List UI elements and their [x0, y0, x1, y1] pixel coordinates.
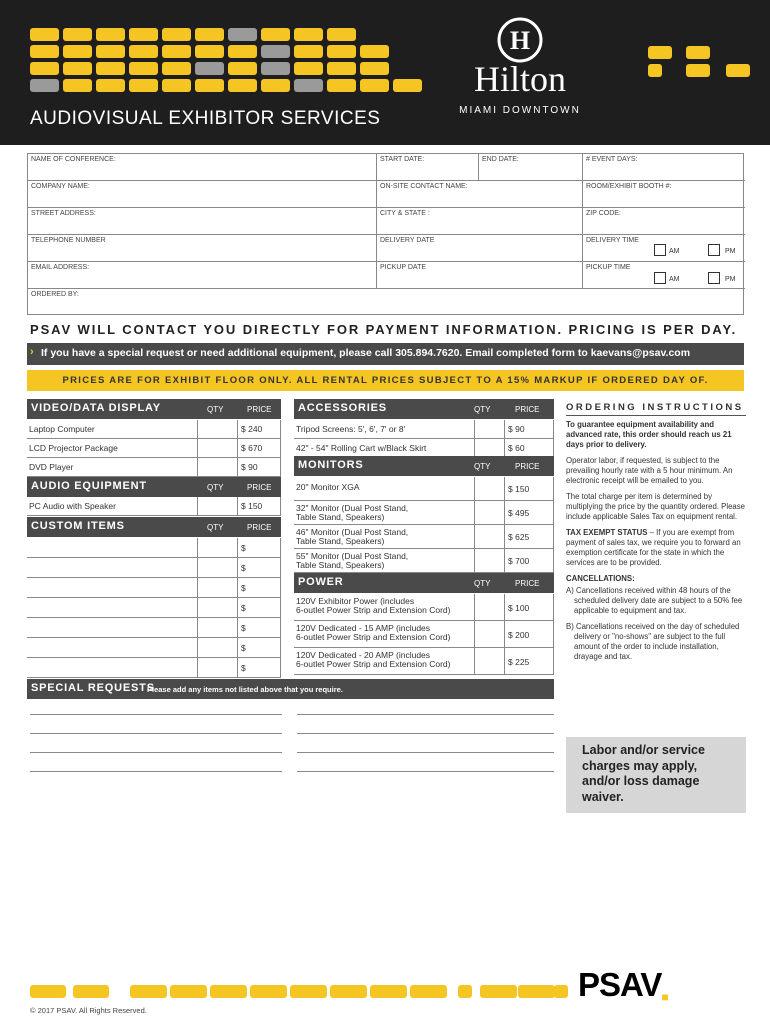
qty-header: QTY: [474, 462, 491, 471]
price-cell: [237, 420, 281, 439]
zip-field[interactable]: [583, 208, 745, 235]
start-date-label: START DATE:: [380, 156, 425, 163]
qty-input[interactable]: [474, 621, 504, 648]
custom-item-row: [27, 598, 281, 618]
pickup-am-label: AM: [669, 276, 680, 283]
power-section-title: POWER: [298, 576, 344, 588]
header-banner: [0, 0, 770, 145]
qty-header: QTY: [207, 483, 224, 492]
special-request-input[interactable]: [297, 752, 554, 753]
city-state-field[interactable]: [377, 208, 583, 235]
contact-info-form: [27, 153, 744, 315]
delivery-date-label: DELIVERY DATE: [380, 237, 435, 244]
decorative-square: [250, 985, 287, 998]
payment-notice: PSAV WILL CONTACT YOU DIRECTLY FOR PAYMENT INFORMATION. PRICING IS PER DAY.: [30, 322, 738, 337]
decorative-square: [228, 45, 257, 58]
video-section-title: VIDEO/DATA DISPLAY: [31, 402, 161, 414]
item-name: Laptop Computer: [29, 424, 95, 434]
custom-item-name-input[interactable]: [27, 598, 197, 618]
price-input[interactable]: [237, 558, 281, 578]
table-row: [294, 477, 554, 501]
decorative-square: [686, 64, 710, 77]
decorative-square: [228, 28, 257, 41]
street-field[interactable]: [28, 208, 377, 235]
decorative-square: [195, 79, 224, 92]
item-name-line-2: Table Stand, Speakers): [296, 560, 385, 570]
special-request-input[interactable]: [30, 752, 282, 753]
item-name-line-1: 20" Monitor XGA: [296, 482, 360, 492]
event-days-field[interactable]: [583, 154, 745, 181]
decorative-square: [170, 985, 207, 998]
hilton-location: MIAMI DOWNTOWN: [459, 105, 581, 116]
qty-input[interactable]: [197, 578, 237, 598]
decorative-square: [30, 62, 59, 75]
price-header: PRICE: [515, 462, 540, 471]
table-row: [27, 458, 281, 477]
decorative-square: [162, 62, 191, 75]
monitors-section-header: [294, 456, 554, 476]
item-price: $ 670: [241, 443, 263, 453]
price-header: PRICE: [247, 483, 272, 492]
accessories-section-header: [294, 399, 554, 419]
price-header: PRICE: [247, 405, 272, 414]
power-section-header: [294, 573, 554, 593]
special-request-bar: [27, 343, 744, 365]
decorative-square: [410, 985, 447, 998]
decorative-square: [63, 62, 92, 75]
table-row: [294, 501, 554, 525]
psav-wordmark: PSAV: [578, 966, 662, 1003]
custom-section-header: [27, 517, 281, 537]
decorative-square: [261, 28, 290, 41]
decorative-square: [162, 45, 191, 58]
decorative-square: [370, 985, 407, 998]
qty-input[interactable]: [474, 420, 504, 439]
qty-input[interactable]: [197, 598, 237, 618]
item-name: [296, 624, 451, 642]
end-date-field[interactable]: [479, 154, 583, 181]
qty-input[interactable]: [197, 658, 237, 678]
price-input[interactable]: [237, 538, 281, 558]
decorative-square: [360, 62, 389, 75]
company-label: COMPANY NAME:: [31, 183, 90, 190]
item-name-line-2: 6-outlet Power Strip and Extension Cord): [296, 605, 451, 615]
price-input[interactable]: [237, 598, 281, 618]
svg-text:H: H: [509, 26, 531, 55]
ordering-p3: The total charge per item is determined by multiplying the price by the quantity ordered. Please include applicable Sales Tax on equipment rental.: [566, 492, 745, 521]
cancellation-b: B) Cancellations received on the day of scheduled delivery or "no-shows" are subject to the full amount of the order to include installation, drayage and tax.: [566, 622, 740, 661]
ordered-by-field[interactable]: [28, 289, 745, 316]
custom-item-row: [27, 578, 281, 598]
decorative-square: [261, 79, 290, 92]
onsite-contact-label: ON-SITE CONTACT NAME:: [380, 183, 468, 190]
audio-section-title: AUDIO EQUIPMENT: [31, 480, 147, 492]
item-name: Tripod Screens: 5', 6', 7' or 8': [296, 424, 406, 434]
hilton-wordmark: Hilton: [473, 59, 566, 99]
special-requests-note: Please add any items not listed above that you require.: [147, 685, 343, 694]
decorative-square: [294, 62, 323, 75]
qty-header: QTY: [474, 405, 491, 414]
special-request-input[interactable]: [30, 771, 282, 772]
cancellations-title: CANCELLATIONS:: [566, 574, 635, 583]
decorative-square: [130, 985, 167, 998]
table-row: [27, 439, 281, 458]
custom-item-row: [27, 638, 281, 658]
item-price: $ 240: [241, 424, 263, 434]
qty-input[interactable]: [197, 558, 237, 578]
item-price: $ 90: [241, 462, 258, 472]
decorative-square: [195, 28, 224, 41]
tax-exempt-text: – If you are exempt from payment of sales tax, we require you to forward an exemption certificate for the state in which the services are to be provided.: [566, 528, 741, 567]
price-symbol: $: [241, 643, 246, 653]
custom-item-row: [27, 538, 281, 558]
ordering-p2: Operator labor, if requested, is subject to the prevailing hourly rate with a 5 hour minimum. An electronic receipt will be emailed to you.: [566, 456, 733, 485]
table-row: [294, 549, 554, 573]
qty-input[interactable]: [474, 477, 504, 501]
qty-input[interactable]: [474, 549, 504, 573]
special-requests-header: [27, 679, 554, 699]
start-date-field[interactable]: [377, 154, 479, 181]
qty-header: QTY: [474, 579, 491, 588]
decorative-square: [30, 45, 59, 58]
decorative-square: [261, 62, 290, 75]
table-row: [294, 648, 554, 675]
decorative-square: [63, 79, 92, 92]
special-request-input[interactable]: [297, 733, 554, 734]
price-symbol: $: [241, 543, 246, 553]
qty-input[interactable]: [197, 638, 237, 658]
decorative-square: [129, 45, 158, 58]
decorative-square: [726, 64, 750, 77]
item-name-line-1: 120V Exhibitor Power (includes: [296, 596, 415, 606]
price-input[interactable]: [237, 578, 281, 598]
delivery-pm-checkbox[interactable]: [708, 244, 720, 256]
qty-input[interactable]: [197, 618, 237, 638]
item-name-line-1: 120V Dedicated - 20 AMP (includes: [296, 650, 431, 660]
table-row: [294, 525, 554, 549]
decorative-square: [648, 64, 662, 77]
decorative-square: [393, 79, 422, 92]
price-header: PRICE: [247, 523, 272, 532]
delivery-time-label: DELIVERY TIME: [586, 237, 639, 244]
special-request-input[interactable]: [30, 733, 282, 734]
decorative-square: [63, 45, 92, 58]
item-price: $ 200: [508, 629, 530, 640]
custom-item-name-input[interactable]: [27, 578, 197, 598]
psav-logo: [578, 966, 668, 1004]
price-symbol: $: [241, 603, 246, 613]
price-cell: [504, 549, 554, 573]
decorative-square: [129, 28, 158, 41]
price-cell: [504, 501, 554, 525]
qty-input[interactable]: [197, 458, 237, 477]
item-name: LCD Projector Package: [29, 443, 118, 453]
qty-input[interactable]: [474, 648, 504, 675]
custom-item-row: [27, 618, 281, 638]
decorative-square: [228, 62, 257, 75]
qty-input[interactable]: [474, 525, 504, 549]
decorative-square: [210, 985, 247, 998]
item-name-line-2: Table Stand, Speakers): [296, 512, 385, 522]
table-row: [27, 497, 281, 516]
price-cell: [237, 497, 281, 516]
onsite-contact-field[interactable]: [377, 181, 583, 208]
decorative-square: [73, 985, 109, 998]
item-price: $ 625: [508, 532, 530, 542]
decorative-square: [162, 79, 191, 92]
decorative-square: [294, 79, 323, 92]
decorative-square: [518, 985, 555, 998]
delivery-pm-label: PM: [725, 248, 736, 255]
monitors-section-title: MONITORS: [298, 459, 364, 471]
pickup-pm-checkbox[interactable]: [708, 272, 720, 284]
decorative-square: [290, 985, 327, 998]
decorative-square: [30, 28, 59, 41]
price-cell: [504, 525, 554, 549]
prices-note-bar: PRICES ARE FOR EXHIBIT FLOOR ONLY. ALL RENTAL PRICES SUBJECT TO A 15% MARKUP IF ORDERED DAY OF.: [27, 370, 744, 391]
table-row: [294, 420, 554, 439]
table-row: [294, 621, 554, 648]
item-name: [296, 504, 408, 522]
page-title: AUDIOVISUAL EXHIBITOR SERVICES: [30, 108, 381, 129]
item-name: 42" - 54" Rolling Cart w/Black Skirt: [296, 443, 427, 453]
booth-field[interactable]: [583, 181, 745, 208]
item-price: $ 700: [508, 556, 530, 566]
phone-field[interactable]: [28, 235, 377, 262]
decorative-square: [327, 62, 356, 75]
item-name-line-1: 120V Dedicated - 15 AMP (includes: [296, 623, 431, 633]
item-name: PC Audio with Speaker: [29, 501, 116, 511]
labor-line-2: charges may apply,: [582, 758, 698, 773]
pickup-date-label: PICKUP DATE: [380, 264, 427, 271]
item-price: $ 150: [241, 501, 263, 511]
item-name: [296, 597, 451, 615]
custom-item-name-input[interactable]: [27, 618, 197, 638]
booth-label: ROOM/EXHIBIT BOOTH #:: [586, 183, 672, 190]
item-name: [296, 651, 451, 669]
ordering-p1: To guarantee equipment availability and advanced rate, this order should reach us 21 days prior to delivery.: [566, 420, 732, 449]
decorative-square: [30, 985, 66, 998]
decorative-square: [162, 28, 191, 41]
price-input[interactable]: [237, 618, 281, 638]
price-input[interactable]: [237, 658, 281, 678]
custom-item-row: [27, 658, 281, 678]
item-price: $ 60: [508, 443, 525, 453]
delivery-am-checkbox[interactable]: [654, 244, 666, 256]
qty-input[interactable]: [197, 439, 237, 458]
decorative-square: [294, 45, 323, 58]
decorative-square: [129, 62, 158, 75]
tax-exempt: [566, 528, 746, 568]
item-name-line-2: Table Stand, Speakers): [296, 536, 385, 546]
decorative-square: [686, 46, 710, 59]
labor-notice: [566, 737, 746, 813]
ordered-by-label: ORDERED BY:: [31, 291, 79, 298]
decorative-square: [294, 28, 323, 41]
zip-label: ZIP CODE:: [586, 210, 621, 217]
email-field[interactable]: [28, 262, 377, 289]
price-cell: [504, 648, 554, 675]
decorative-square: [458, 985, 472, 998]
decorative-square: [96, 62, 125, 75]
qty-input[interactable]: [197, 538, 237, 558]
email-label: EMAIL ADDRESS:: [31, 264, 90, 271]
end-date-label: END DATE:: [482, 156, 519, 163]
custom-item-name-input[interactable]: [27, 538, 197, 558]
item-price: $ 225: [508, 656, 530, 667]
item-price: $ 100: [508, 602, 530, 613]
phone-label: TELEPHONE NUMBER: [31, 237, 106, 244]
price-header: PRICE: [515, 405, 540, 414]
decorative-square: [327, 28, 356, 41]
special-requests-title: SPECIAL REQUESTS: [31, 682, 155, 694]
ordering-instructions: [566, 398, 746, 668]
decorative-square: [63, 28, 92, 41]
ordering-title: ORDERING INSTRUCTIONS: [566, 402, 746, 416]
audio-section-header: [27, 477, 281, 497]
decorative-square: [327, 79, 356, 92]
qty-input[interactable]: [197, 497, 237, 516]
decorative-square: [30, 79, 59, 92]
cancellation-a: A) Cancellations received within 48 hours of the scheduled delivery date are subject to a 50% fee applicable to equipment and tax.: [566, 586, 743, 615]
street-label: STREET ADDRESS:: [31, 210, 96, 217]
decorative-square: [228, 79, 257, 92]
item-name-line-2: 6-outlet Power Strip and Extension Cord): [296, 659, 451, 669]
delivery-date-field[interactable]: [377, 235, 583, 262]
price-cell: [237, 439, 281, 458]
item-name-line-1: 55" Monitor (Dual Post Stand,: [296, 551, 409, 561]
custom-item-row: [27, 558, 281, 578]
video-section-header: [27, 399, 281, 419]
chevron-right-icon: ›: [30, 346, 34, 358]
qty-header: QTY: [207, 523, 224, 532]
custom-item-name-input[interactable]: [27, 658, 197, 678]
labor-line-1: Labor and/or service: [582, 743, 705, 757]
decorative-square: [195, 62, 224, 75]
table-row: [294, 594, 554, 621]
pickup-pm-label: PM: [725, 276, 736, 283]
table-row: [27, 420, 281, 439]
price-cell: [237, 458, 281, 477]
labor-line-4: waiver.: [582, 789, 624, 804]
company-field[interactable]: [28, 181, 377, 208]
item-name: DVD Player: [29, 462, 74, 472]
price-cell: [504, 594, 554, 621]
conference-field[interactable]: [28, 154, 377, 181]
decorative-square: [96, 45, 125, 58]
custom-section-title: CUSTOM ITEMS: [31, 520, 125, 532]
decorative-square: [327, 45, 356, 58]
city-state-label: CITY & STATE :: [380, 210, 430, 217]
price-symbol: $: [241, 563, 246, 573]
special-request-text: If you have a special request or need additional equipment, please call 305.894.7620. Email completed form to kaevans@psav.com: [41, 347, 691, 359]
qty-input[interactable]: [474, 594, 504, 621]
qty-input[interactable]: [474, 501, 504, 525]
price-cell: [504, 477, 554, 501]
decorative-square: [96, 28, 125, 41]
special-request-input[interactable]: [30, 714, 282, 715]
item-price: $ 90: [508, 424, 525, 434]
decorative-square: [195, 45, 224, 58]
decorative-square: [648, 46, 672, 59]
accessories-section-title: ACCESSORIES: [298, 402, 387, 414]
price-cell: [504, 621, 554, 648]
price-cell: [504, 420, 554, 439]
item-name: [296, 552, 408, 570]
decorative-square: [360, 79, 389, 92]
item-price: $ 495: [508, 508, 530, 518]
labor-line-3: and/or loss damage: [582, 774, 700, 788]
tax-exempt-label: TAX EXEMPT STATUS: [566, 528, 648, 537]
decorative-square: [554, 985, 568, 998]
decorative-square: [129, 79, 158, 92]
custom-item-name-input[interactable]: [27, 558, 197, 578]
decorative-square: [96, 79, 125, 92]
price-input[interactable]: [237, 638, 281, 658]
special-request-input[interactable]: [297, 771, 554, 772]
qty-header: QTY: [207, 405, 224, 414]
item-name: [296, 483, 360, 492]
psav-logo-dot-icon: ■: [661, 990, 668, 1004]
item-price: $ 150: [508, 484, 530, 494]
item-name-line-1: 46" Monitor (Dual Post Stand,: [296, 527, 409, 537]
item-name-line-2: 6-outlet Power Strip and Extension Cord): [296, 632, 451, 642]
conference-label: NAME OF CONFERENCE:: [31, 156, 116, 163]
price-symbol: $: [241, 663, 246, 673]
price-header: PRICE: [515, 579, 540, 588]
special-request-input[interactable]: [297, 714, 554, 715]
pickup-date-field[interactable]: [377, 262, 583, 289]
decorative-square: [261, 45, 290, 58]
event-days-label: # EVENT DAYS:: [586, 156, 638, 163]
decorative-square: [360, 45, 389, 58]
item-name: [296, 528, 408, 546]
price-symbol: $: [241, 583, 246, 593]
item-name-line-1: 32" Monitor (Dual Post Stand,: [296, 503, 409, 513]
decorative-square: [330, 985, 367, 998]
pickup-time-label: PICKUP TIME: [586, 264, 631, 271]
qty-input[interactable]: [197, 420, 237, 439]
decorative-square: [480, 985, 517, 998]
copyright: © 2017 PSAV. All Rights Reserved.: [30, 1006, 147, 1015]
price-symbol: $: [241, 623, 246, 633]
custom-item-name-input[interactable]: [27, 638, 197, 658]
delivery-am-label: AM: [669, 248, 680, 255]
pickup-am-checkbox[interactable]: [654, 272, 666, 284]
